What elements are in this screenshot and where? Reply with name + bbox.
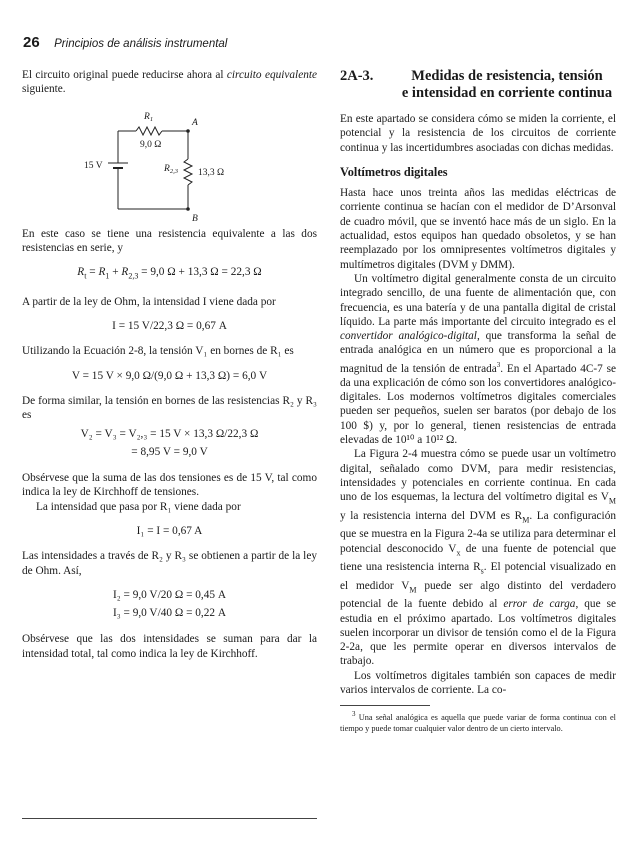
running-title: Principios de análisis instrumental [54, 38, 228, 50]
svg-text:R1: $R_1$ [143, 111, 153, 123]
paragraph-current-r1: La intensidad que pasa por R₁ viene dada por [36, 500, 241, 513]
r23-value: 13,3 Ω [197, 167, 224, 178]
paragraph-dvm-components: Un voltímetro digital generalmente consta de un circuito integrado sencillo, de una fuente de alimentación que, con frecuencia, es una batería y de una pantalla digital de cristal líquido. La parte más importante del circuito integrado es el convertidor analógico-digital, que transforma la señal de entrada analógica en un número que es proporcional a la magnitud de la tensión de entrada$^3$. En el Apartado 4C-7 se da una explicación de cómo son los convertidores analógico-digitales. Los modernos voltímetros digitales comerciales pueden ser pequeños, suelen ser baratos (por debajo de los 100 $) y, por lo general, tienen resistencias de entrada elevadas de 10¹⁰ a 10¹² Ω. [340, 272, 616, 446]
page-number: 26 [23, 34, 40, 51]
node-a-label: A [191, 117, 198, 128]
source-voltage-label: 15 V [83, 160, 103, 171]
paragraph-figure-2-4: La Figura 2-4 muestra cómo se puede usar un voltímetro digital, señalado como DVM, para medir resistencias, intensidades y potenciales en corriente continua. En cada uno de los esquemas, la lectura del voltímetro digital es $V_M$ y la resistencia interna del DVM es $R_M$. La configuración que se muestra en la Figura 2-4a se utiliza para determinar el potencial desconocido $V_x$ de una fuente de potencial que tiene una resistencia interna $R_s$. El potencial visualizado en el medidor $V_M$ puede ser algo distinto del verdadero potencial de la fuente debido al error de carga, que se estudia en el próximo apartado. Los voltímetros digitales suelen incorporar un divisor de tensión como el de la Figura 2-2a, que les permite operar en diversos intervalos de trabajo. [340, 448, 616, 668]
paragraph-history: Hasta hace unos treinta años las medidas eléctricas de corriente continua se hacían con el medidor de D’Arsonval de cuadro móvil, que se inventó hace más de un siglo. En la actualidad, estos equipos han quedado obsoletos, y se han reemplazado por los omnipresentes voltímetros digitales y multímetros digitales (DVM y DMM). [340, 187, 616, 271]
paragraph-ohm: A partir de la ley de Ohm, la intensidad I viene dada por [22, 295, 276, 308]
equation-current-r1: I₁ = I = 0,67 A [136, 525, 203, 537]
equation-voltage-r2r3-a: V₂ = V₃ = V₂,₃ = 15 V × 13,3 Ω/22,3 Ω [80, 427, 259, 440]
paragraph-kirchhoff-voltage: Obsérvese que la suma de las dos tensiones es de 15 V, tal como indica la ley de Kirchhoff de tensiones. [22, 472, 317, 499]
r1-label: R [143, 111, 150, 122]
paragraph-series: En este caso se tiene una resistencia equivalente a las dos resistencias en serie, y [22, 227, 317, 254]
equation-current-r3: I₃ = 9,0 V/40 Ω = 0,22 A [112, 607, 227, 620]
paragraph-currents-r2r3: Las intensidades a través de R₂ y R₃ se obtienen a partir de la ley de Ohm. Así, [22, 550, 317, 577]
right-column [340, 68, 616, 734]
equation-voltage-r2r3-b: = 8,95 V = 9,0 V [131, 445, 208, 458]
section-number: 2A-3. [340, 68, 374, 84]
footnote: $^3$ Una señal analógica es aquella que puede variar de forma continua con el tiempo y puede tomar cualquier valor dentro de un cierto intervalo. [340, 710, 616, 733]
left-column [22, 68, 317, 661]
equation-total-resistance: $R_t = R_1 + R_{2,3} = 9,0$ Ω + 13,3 Ω = 22,3 Ω [77, 266, 262, 281]
paragraph-current-ranges: Los voltímetros digitales también son capaces de medir varios intervalos de corriente. La co- [340, 669, 616, 696]
intro-paragraph: El circuito original puede reducirse ahora al circuito equivalente siguiente. [22, 69, 318, 96]
r23-label: R [163, 163, 170, 174]
footnote-rule [340, 705, 430, 706]
svg-text:R2,3: $R_{2,3}$ [163, 163, 178, 175]
page-header [23, 34, 227, 52]
subsection-heading: Voltímetros digitales [340, 164, 448, 179]
left-bottom-rule [22, 818, 317, 819]
paragraph-voltage-r1: Utilizando la Ecuación 2-8, la tensión V₁ en bornes de R₁ es [22, 345, 294, 358]
equivalent-circuit-diagram [70, 105, 270, 224]
r1-value: 9,0 Ω [139, 139, 161, 150]
section-heading [340, 68, 616, 102]
equation-voltage-r1: V = 15 V × 9,0 Ω/(9,0 Ω + 13,3 Ω) = 6,0 V [71, 369, 268, 382]
equation-current: I = 15 V/22,3 Ω = 0,67 A [112, 320, 227, 333]
section-title: Medidas de resistencia, tensión e intensidad en corriente continua [401, 68, 613, 101]
node-b-label: B [191, 213, 198, 224]
section-intro-paragraph: En este apartado se considera cómo se miden la corriente, el potencial y la resistencia de los circuitos de corriente continua y las incertidumbres asociadas con dichas medidas. [340, 113, 616, 154]
equation-current-r2: I₂ = 9,0 V/20 Ω = 0,45 A [112, 588, 227, 601]
paragraph-voltage-r2r3: De forma similar, la tensión en bornes de las resistencias R₂ y R₃ es [22, 394, 317, 422]
paragraph-kirchhoff-current: Obsérvese que las dos intensidades se suman para dar la intensidad total, tal como indica la ley de Kirchhoff. [22, 633, 317, 660]
